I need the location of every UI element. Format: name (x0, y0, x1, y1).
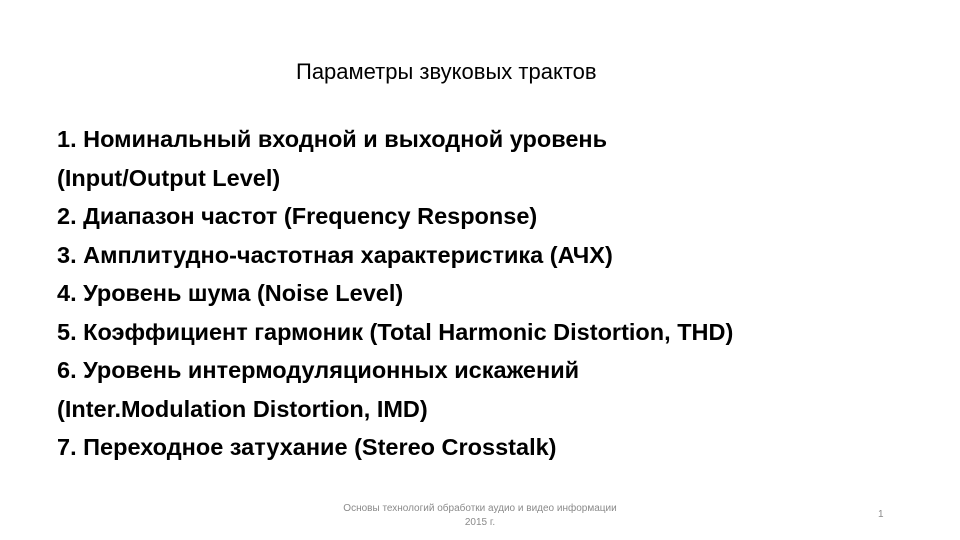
footer-year: 2015 г. (464, 517, 496, 528)
slide-title: Параметры звуковых трактов (296, 59, 597, 84)
parameters-list (57, 120, 937, 467)
list-line: 3. Амплитудно-частотная характеристика (АЧХ) (57, 241, 613, 268)
list-line: 5. Коэффициент гармоник (Total Harmonic Distortion, THD) (57, 318, 734, 345)
list-line: 6. Уровень интермодуляционных искажений (57, 357, 580, 383)
footer-course-title: Основы технологий обработки аудио и видео информации (343, 503, 617, 514)
footer-text (300, 502, 660, 530)
list-line: 2. Диапазон частот (Frequency Response) (57, 203, 538, 229)
list-line: 7. Переходное затухание (Stereo Crosstalk) (57, 434, 557, 460)
list-line: (Input/Output Level) (57, 164, 281, 191)
list-line: (Inter.Modulation Distortion, IMD) (57, 395, 428, 422)
page-number: 1 (878, 509, 884, 520)
list-line: 4. Уровень шума (Noise Level) (57, 280, 404, 306)
list-line: 1. Номинальный входной и выходной уровень (57, 126, 608, 152)
